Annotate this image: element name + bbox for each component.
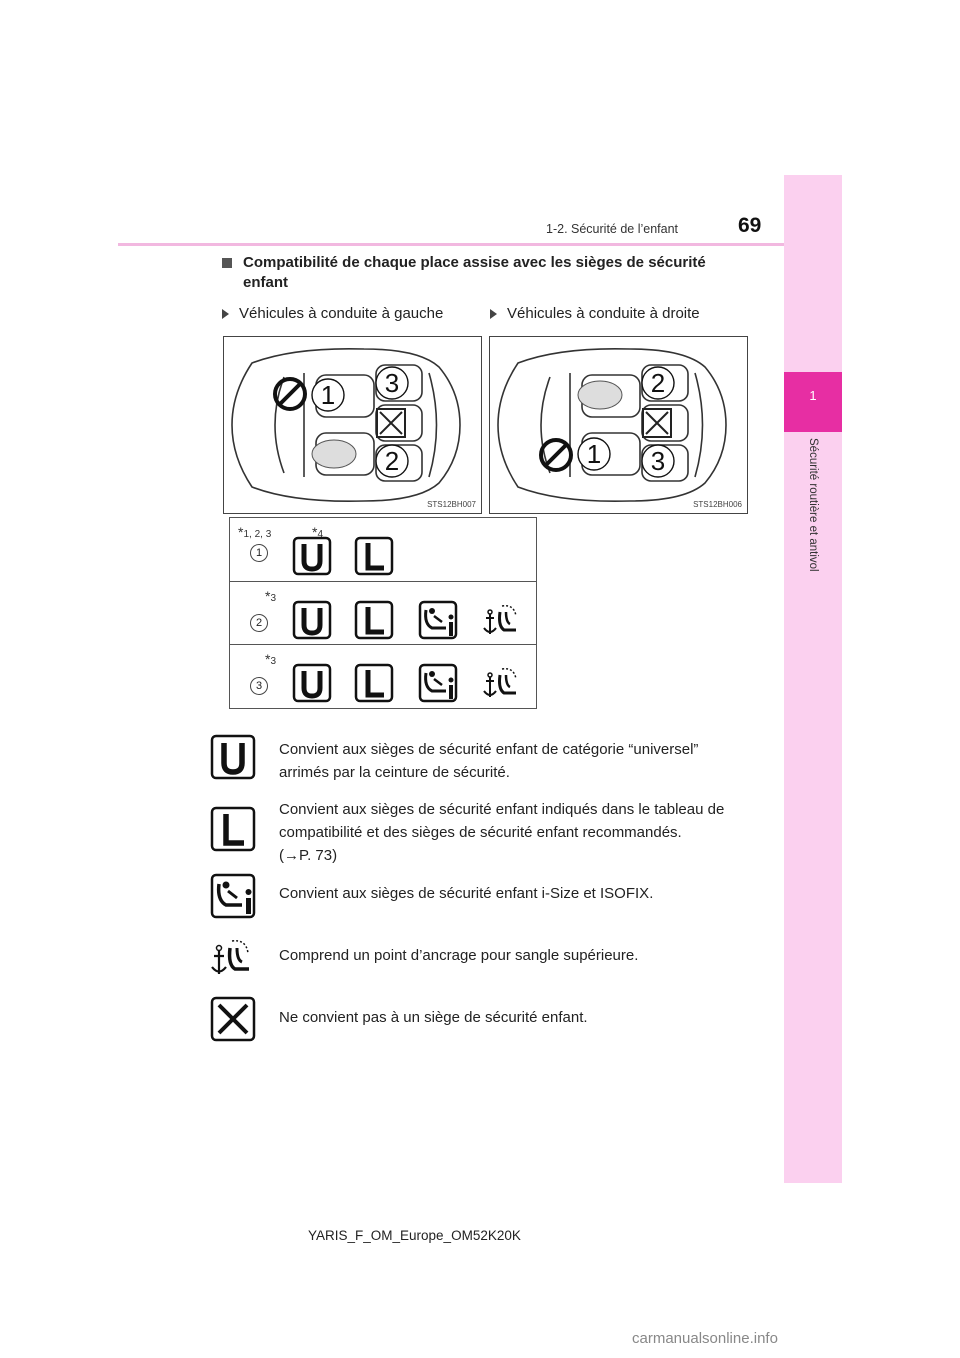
table-row <box>230 581 536 645</box>
row-note: *3 <box>265 588 277 604</box>
anchor-seat-icon <box>482 663 522 703</box>
header-section-title: 1-2. Sécurité de l’enfant <box>546 222 679 236</box>
legend-u-line2: arrimés par la ceinture de sécurité. <box>279 764 510 781</box>
rhd-heading <box>490 305 700 322</box>
isize-seat-icon <box>418 600 458 640</box>
rhd-seat-2-label: 2 <box>650 368 666 398</box>
legend-l-icon <box>210 806 256 852</box>
legend-x-icon <box>210 996 256 1042</box>
header-rule <box>118 243 784 246</box>
section-title-line2: enfant <box>243 274 288 291</box>
lhd-figure-code: STS12BH007 <box>427 500 476 509</box>
compatibility-table <box>229 517 537 709</box>
page-number: 69 <box>738 214 762 237</box>
triangle-bullet-icon <box>222 309 229 319</box>
legend-u-line1: Convient aux sièges de sécurité enfant de catégorie “universel” <box>279 741 699 758</box>
lhd-figure <box>223 336 482 514</box>
section-title: Compatibilité de chaque place assise avec les sièges de sécurité <box>243 254 706 271</box>
rhd-figure-code: STS12BH006 <box>693 500 742 509</box>
legend-isize-icon <box>210 873 256 919</box>
legend-l-page-ref[interactable]: (→P. 73) <box>279 847 338 864</box>
lhd-heading-text: Véhicules à conduite à gauche <box>239 305 444 322</box>
isize-seat-icon <box>418 663 458 703</box>
table-row <box>230 518 536 581</box>
legend-l-line2: compatibilité et des sièges de sécurité enfant recommandés. <box>279 824 682 841</box>
l-icon <box>354 536 394 576</box>
legend-isize-text: Convient aux sièges de sécurité enfant i-Size et ISOFIX. <box>279 885 654 902</box>
row-note: *1, 2, 3 <box>238 524 272 540</box>
legend-u-icon <box>210 734 256 780</box>
legend-l-line1: Convient aux sièges de sécurité enfant indiqués dans le tableau de <box>279 801 725 818</box>
row-note: *3 <box>265 651 277 667</box>
u-icon <box>292 663 332 703</box>
chapter-number: 1 <box>809 388 817 403</box>
lhd-heading <box>222 305 443 322</box>
table-row <box>230 644 536 708</box>
rhd-seat-3-label: 3 <box>650 446 666 476</box>
legend-anchor-icon <box>210 935 256 981</box>
lhd-seat-3-label: 3 <box>384 368 400 398</box>
seat-position-number: 1 <box>250 544 268 562</box>
seat-position-number: 2 <box>250 614 268 632</box>
u-icon <box>292 536 332 576</box>
chapter-label: Sécurité routière et antivol <box>807 438 819 572</box>
legend-anchor-text: Comprend un point d’ancrage pour sangle supérieure. <box>279 947 639 964</box>
lhd-seat-2-label: 2 <box>384 446 400 476</box>
rhd-seat-1-label: 1 <box>586 439 602 469</box>
u-icon <box>292 600 332 640</box>
footer-doc-code: YARIS_F_OM_Europe_OM52K20K <box>308 1228 521 1243</box>
side-tab-band <box>784 175 842 1183</box>
lhd-seat-1-label: 1 <box>320 380 336 410</box>
rhd-heading-text: Véhicules à conduite à droite <box>507 305 700 322</box>
watermark: carmanualsonline.info <box>632 1330 778 1347</box>
rhd-figure <box>489 336 748 514</box>
title-bullet-icon <box>222 258 232 268</box>
legend-x-text: Ne convient pas à un siège de sécurité enfant. <box>279 1009 588 1026</box>
anchor-seat-icon <box>482 600 522 640</box>
seat-position-number: 3 <box>250 677 268 695</box>
l-icon <box>354 663 394 703</box>
l-icon <box>354 600 394 640</box>
triangle-bullet-icon <box>490 309 497 319</box>
row-note-2: *4 <box>312 524 324 540</box>
